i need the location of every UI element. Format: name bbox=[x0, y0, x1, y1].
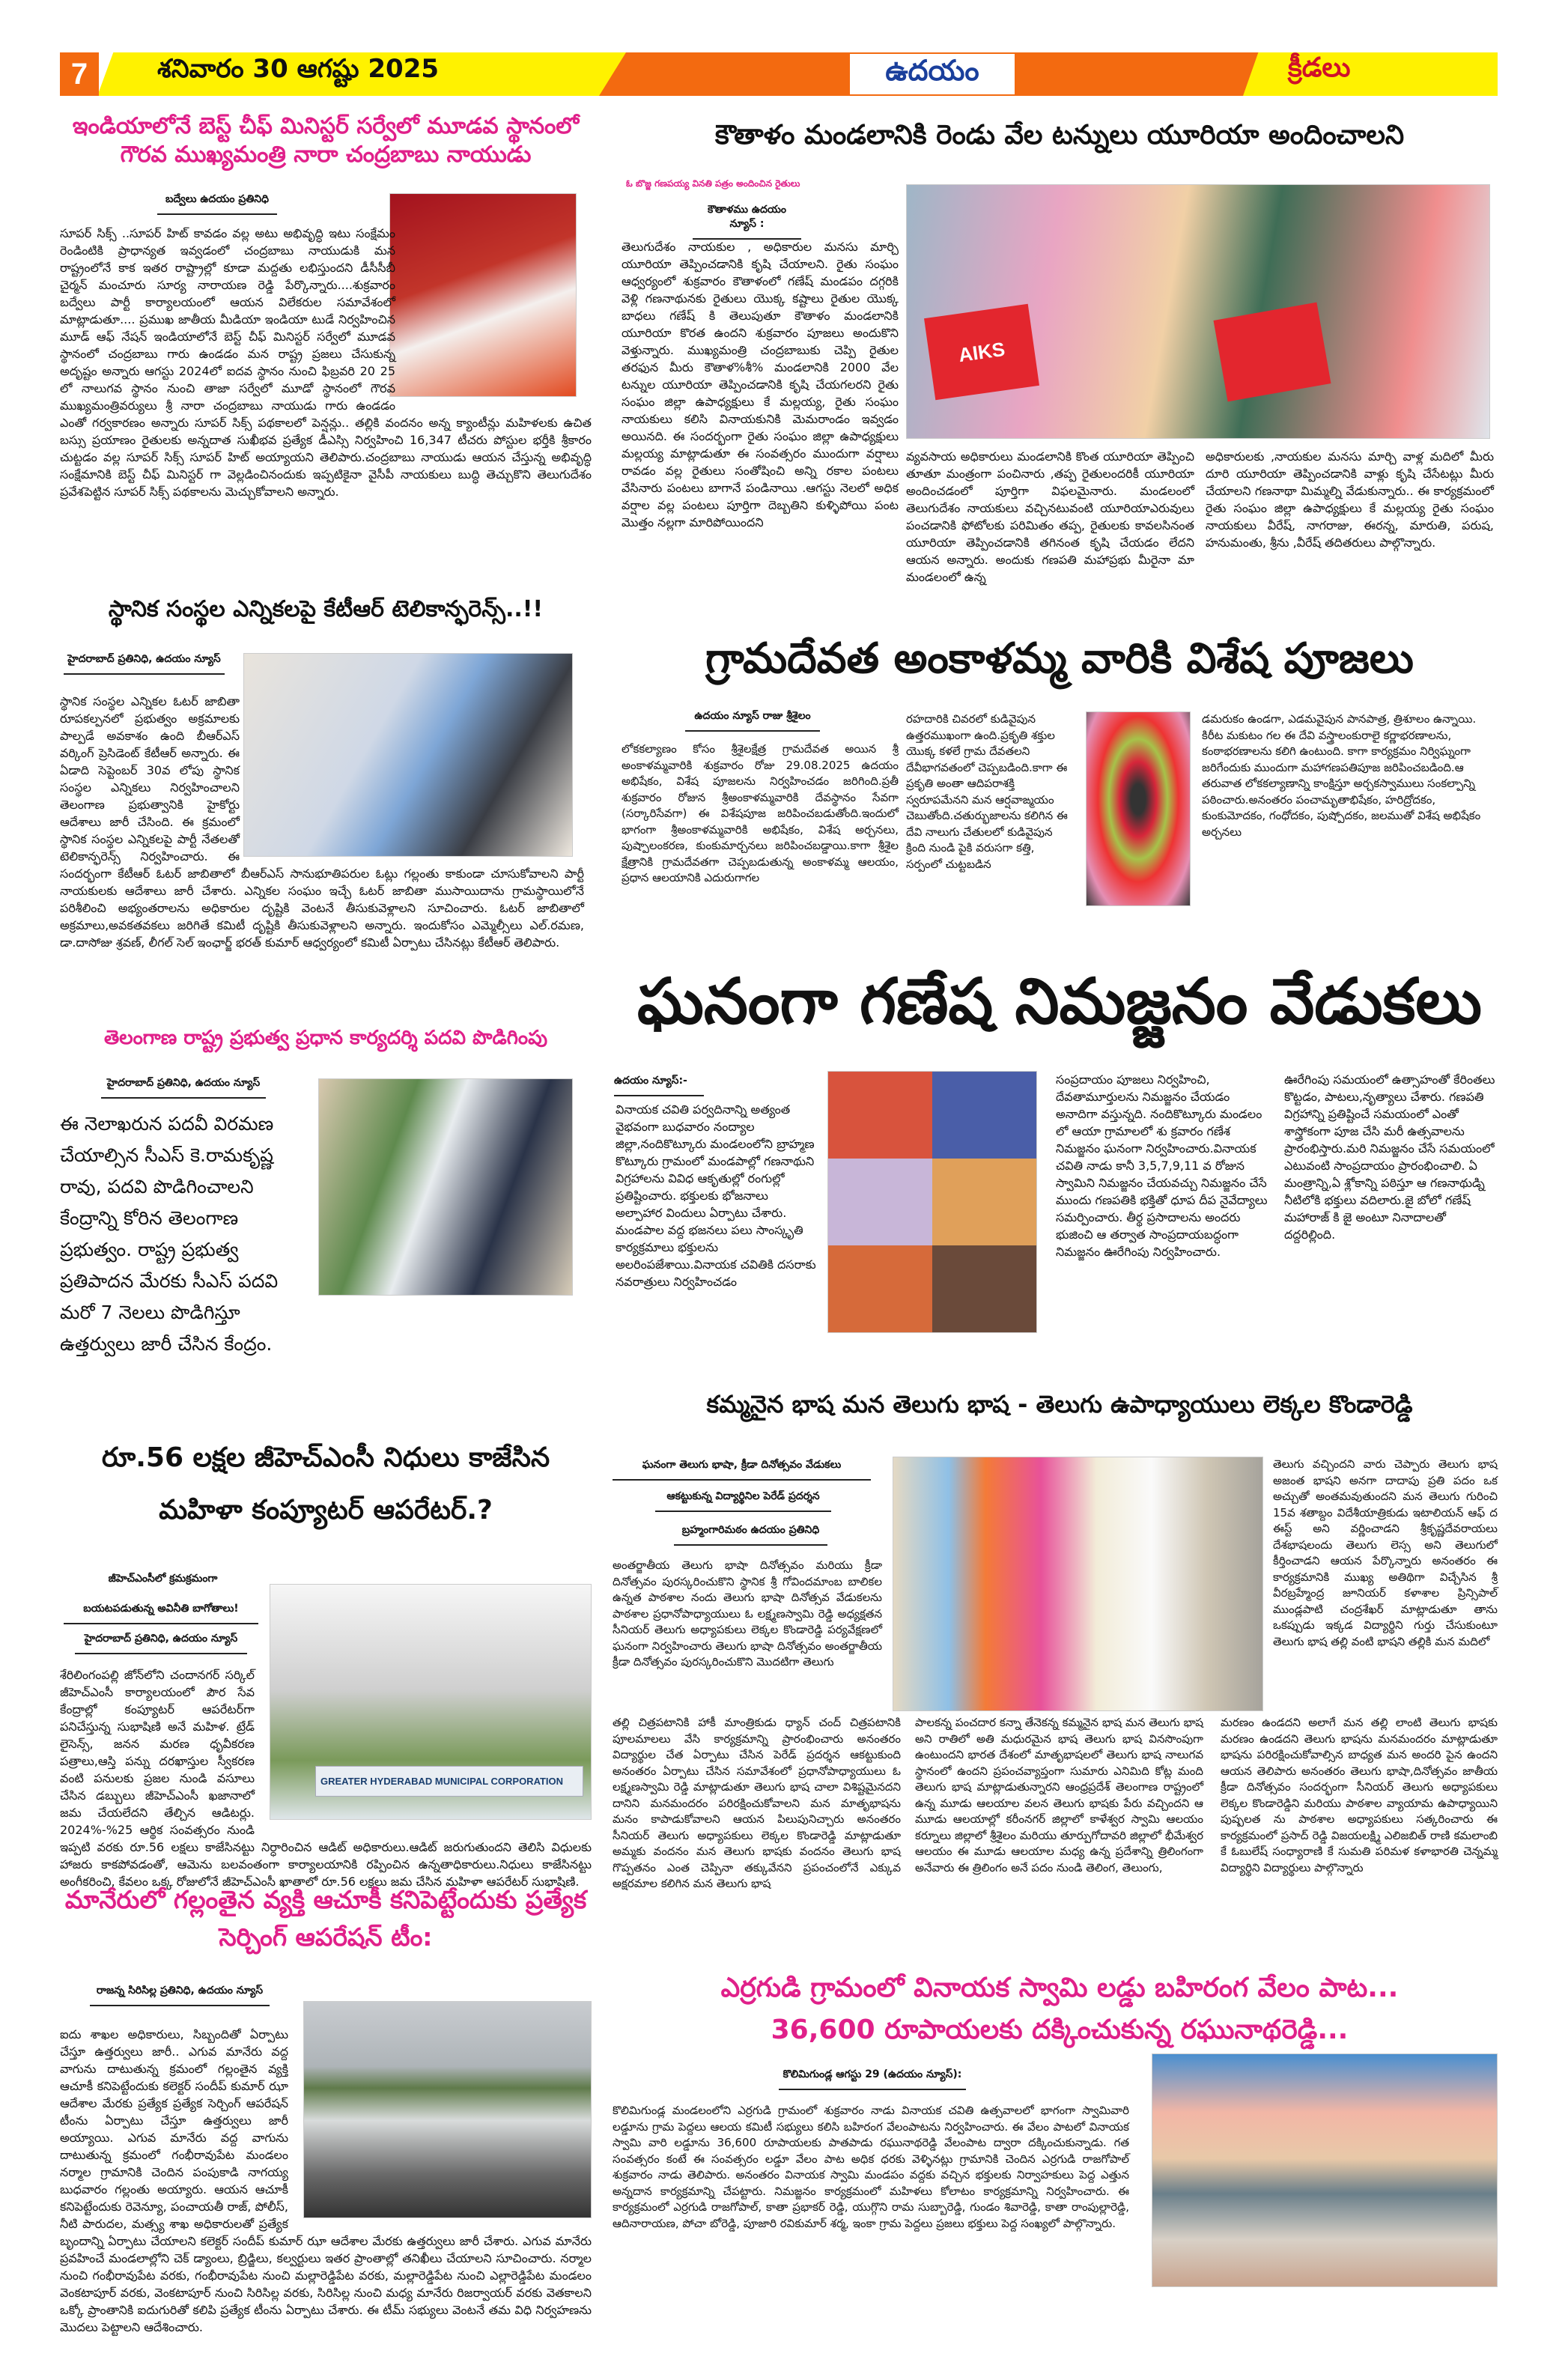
telugu-day-byline: బ్రహ్మంగారిమఠం ఉదయం ప్రతినిధి bbox=[674, 1524, 827, 1546]
cs-body: ఈ నెలాఖరున పదవీ విరమణ చేయాల్సిన సీఎస్ కె.రామకృష్ణ రావు, పదవి పొడిగించాలని కేంద్రాన్ని కోరిన తెలంగాణ ప్రభుత్వం. రాష్ట్ర ప్రభుత్వ ప్రతిపాదన మేరకు సీఎస్ పదవి మరో 7 నెలలు పొడిగిస్తూ ఉత్తర్వులు జారీ చేసిన కేంద్రం. bbox=[60, 1113, 279, 1355]
ghmc-byline: హైదరాబాద్ ప్రతినిధి, ఉదయం న్యూస్ bbox=[75, 1633, 247, 1654]
telugu-day-headline: కమ్మనైన భాష మన తెలుగు భాష - తెలుగు ఉపాధ్యాయులు లెక్కల కొండారెడ్డి bbox=[706, 1390, 1413, 1418]
urea-col2: వ్యవసాయ అధికారులు మండలానికి కొంత యూరియా తెప్పించి తూతూ మంత్రంగా పంచినారు ,తప్ప రైతులందరికీ యూరియా అందించడంలో పూర్తిగా విఫలమైనారు. మండలంలో తెలుగుదేశం నాయకులు వచ్చినటువంటి యూరియాఎరువులు పంచడానికి ఫోటోలకు పరిమితం తప్ప, రైతులకు కావలసినంత యూరియా తెప్పించడానికి తగినంత కృషి చేయడం లేదని ఆయన అన్నారు. అందుకు గణపతి మహాప్రభు మీరైనా మా మండలంలో ఉన్న bbox=[906, 449, 1194, 584]
ankalamma-deity-photo bbox=[1086, 711, 1191, 906]
ankalamma-byline: ఉదయం న్యూస్ రాజు శ్రీశైలం bbox=[685, 710, 820, 732]
urea-subtitle: ఓ బొజ్జ గణపయ్య వినతి పత్రం అందించిన రైతులు bbox=[626, 178, 800, 189]
ankalamma-col1: లోకకల్యాణం కోసం శ్రీశైలక్షేత్ర గ్రామదేవత అయిన శ్రీ అంకాళమ్మవారికి శుక్రవారం రోజు 29.08.2025 ఉదయం అభిషేకం, విశేష పూజలను నిర్వహించడం జరిగింది.ప్రతీ శుక్రవారం రోజున శ్రీఅంకాళమ్మవారికి దేవస్థానం సేవగా (సర్కారిసేవగా) ఈ విశేషపూజ జరిపించబడుతోంది.ఇందులో భాగంగా శ్రీఅంకాళమ్మవారికి అభిషేకం, విశేష అర్చనలు, పుష్పాలంకరణ, కుంకుమార్చనలు జరిపించబడ్డాయి.కాగా శ్రీశైల క్షేత్రానికి గ్రామదేవతగా చెప్పబడుతున్న అంకాళమ్మ ఆలయం, ప్రధాన ఆలయానికి ఎదురుగాగల bbox=[622, 742, 899, 884]
telugu-day-teachers-photo bbox=[893, 1457, 1263, 1711]
laddu-byline: కొలిమిగుండ్ల ఆగస్టు 29 (ఉదయం న్యూస్): bbox=[779, 2068, 966, 2090]
telugu-day-col2: పాలకన్న పంచదార కన్నా తేనెకన్న కమ్మనైన భాష మన తెలుగు భాష అని రాతిలో అతి మధురమైన భాష తెలుగు భాష వినసొంపుగా ఉంటుందని భారత దేశంలో మాతృభాషలలో తెలుగు భాష నాలుగవ స్థానంలో ఉందని ప్రపంచవ్యాప్తంగా సుమారు ఎనిమిది కోట్ల మంది తెలుగు భాష మాట్లాడుతున్నారని ఆంధ్రప్రదేశ్ తెలంగాణ రాష్ట్రంలో ఉన్న మూడు ఆలయాల వలన తెలుగు భాషకు పేరు వచ్చిందని ఆ మూడు ఆలయాల్లో కరీంనగర్ జిల్లాలో కాళేశ్వర స్వామి ఆలయం కర్నూలు జిల్లాలో శ్రీశైలం మరియు తూర్పుగోదావరి జిల్లాలో భీమేశ్వర ఆలయం ఈ మూడు ఆలయాల మధ్య ఉన్న ప్రదేశాన్ని త్రిలింగంగా అనేవారు ఈ త్రిలింగం అనే పదం నుండి తెలింగ, తెలుంగు, bbox=[915, 1716, 1203, 1874]
farmers-ganesh-photo bbox=[906, 184, 1490, 439]
ganesh-col3: ఊరేగింపు సమయంలో ఉత్సాహంతో కేరింతలు కొట్టడం, పాటలు,నృత్యాలు చేశారు. గణపతి విగ్రహాన్ని ప్రతిష్టించే సమయంలో ఎంతో శాస్త్రోకంగా పూజ చేసి మరీ ఉత్సవాలను ప్రారంభిస్తారు.మరి నిమజ్జనం చేసే సమయంలో ఎటువంటి సాంప్రదాయం ప్రారంభించాలి. ఏ మంత్రాన్ని,ఏ శ్లోకాన్ని పఠిస్తూ ఆ గణనాథుడ్ని నీటిలోకి భక్తులు వదిలారు.జై బోలో గణేష్ మహారాజ్ కి జై అంటూ నినాదాలతో దద్దరిల్లింది. bbox=[1284, 1072, 1495, 1242]
ghmc-body: శేరిలింగంపల్లి జోన్‌లోని చందానగర్ సర్కిల్ జీహెచ్ఎంసీ కార్యాలయంలో పౌర సేవ కేంద్రాల్లో కంప్యూటర్ ఆపరేటర్‌గా పనిచేస్తున్న సుభాషిణి అనే మహిళ. ట్రేడ్ లైసెన్స్, జనన మరణ ధృవీకరణ పత్రాలు,ఆస్తి పన్ను దరఖాస్తుల స్వీకరణ వంటి పనులకు ప్రజల నుండి వసూలు చేసిన డబ్బులు జీహెచ్ఎంసీ ఖజానాలో జమ చేయలేదని తేల్చిన ఆడిటర్లు. 2024%-%25 ఆర్థిక సంవత్సరం నుండి ఇప్పటి వరకు రూ.56 లక్షలు కాజేసినట్టు నిర్ధారించిన ఆడిట్ అధికారులు.ఆడిట్ జరుగుతుందని తెలిసి విధులకు హాజరు కాకపోవడంతో, ఆమెను బలవంతంగా కార్యాలయానికి రప్పించిన ఉన్నతాధికారులు.నిధులు కాజేసినట్టు అంగీకరించి, కేవలం ఒక్క రోజులోనే జీహెచ్ఎంసీ ఖాతాలో రూ.56 లక్షలు జమ చేసిన మహిళా ఆపరేటర్ సుభాషిణి. bbox=[60, 1668, 592, 1889]
aiks-flag-2 bbox=[1214, 303, 1331, 402]
page-number: 7 bbox=[60, 52, 99, 96]
cs-headline: తెలంగాణ రాష్ట్ర ప్రభుత్వ ప్రధాన కార్యదర్శి పదవి పొడిగింపు bbox=[103, 1027, 548, 1049]
telugu-day-subhead: ఘనంగా తెలుగు భాషా, క్రీడా దినోత్సవం వేడుకలు bbox=[613, 1459, 871, 1481]
telugu-day-col-top-left: అంతర్జాతీయ తెలుగు భాషా దినోత్సవం మరియు క్రీడా దినోత్సవం పురస్కరించుకొని స్థానిక శ్రీ గోవిందమాంబ బాలికల ఉన్నత పాఠశాల నందు తెలుగు భాషా దినోత్సవ వేడుకలను పాఠశాల ప్రధానోపాధ్యాయులు ఓ లక్ష్మణస్వామి రెడ్డి అధ్యక్షతన సీనియర్ తెలుగు అధ్యాపకులు లెక్కల కొండారెడ్డి పర్యవేక్షణలో ఘనంగా నిర్వహించారు తెలుగు భాషా దినోత్సవం అంతర్జాతీయ క్రీడా దినోత్సవం పురస్కరించుకొని మొదటిగా తెలుగు bbox=[613, 1558, 882, 1669]
urea-col1: తెలుగుదేశం నాయకుల , అధికారుల మనసు మార్చి యూరియా తెప్పించడానికి కృషి చేయాలని. రైతు సంఘం ఆధ్వర్యంలో శుక్రవారం కౌతాళంలో గణేష్ మండపం దగ్గరికి వెళ్లి గణనాథునకు రైతులు యొక్క కష్టాలు రైతుల యొక్క బాధలు గణేష్ కి తెలుపుతూ కౌతాళం మండలానికి యూరియా కొరత ఉందని శుక్రవారం పూజలు అందుకొని వెళ్తున్నారు. ముఖ్యమంత్రి చంద్రబాబుకు చెప్పి రైతుల తరఫున మీరు కౌతాళ%శీ% మండలానికి 2000 వేల టన్నుల యూరియా తెప్పించడానికి కృషి చేయగలరని రైతు సంఘం జిల్లా ఉపాధ్యక్షులు కే మల్లయ్య, రైతు సంఘం నాయకులు కలిసి వినాయకునికి మెమరాండం ఇవ్వడం అయినది. ఈ సందర్భంగా రైతు సంఘం జిల్లా ఉపాధ్యక్షులు మల్లయ్య మాట్లాడుతూ ఈ సంవత్సరం ముందుగా వర్షాలు రావడం వల్ల రైతులు సంతోషించి అన్ని రకాల పంటలు వేసినారు పంటలు బాగానే పండినాయి .ఆగస్టు నెలలో అధిక వర్షాల వల్ల పంటలు పూర్తిగా దెబ్బతిని కుళ్ళిపోయి పంట మొత్తం నల్లగా మారిపోయిందని bbox=[622, 240, 899, 529]
telugu-day-subhead-2: ఆకట్టుకున్న విద్యార్థినిల పెరేడ్ ప్రదర్శన bbox=[655, 1490, 831, 1512]
maneru-body: ఐదు శాఖల అధికారులు, సిబ్బందితో ఏర్పాటు చేస్తూ ఉత్తర్వులు జారీ.. ఎగువ మానేరు వద్ద వాగును దాటుతున్న క్రమంలో గల్లంతైన వ్యక్తి ఆచూకీ కనిపెట్టేందుకు కలెక్టర్ సందీప్ కుమార్ ఝా ఆదేశాల మేరకు ప్రత్యేక ప్రత్యేక సెర్చింగ్ ఆపరేషన్ టీంను ఏర్పాటు చేస్తూ ఉత్తర్వులు జారీ అయ్యాయి. ఎగువ మానేరు వద్ద వాగును దాటుతున్న క్రమంలో గంభీరావుపేట మండలం నర్మాల గ్రామానికి చెందిన పంపుకాడి నాగయ్య బుధవారం గల్లంతు అయ్యారు. ఆయన ఆచూకీ కనిపెట్టేందుకు రెవెన్యూ, పంచాయతీ రాజ్, పోలీస్, నీటి పారుదల, మత్స్య శాఖ అధికారులతో ప్రత్యేక బృందాన్ని ఏర్పాటు చేయాలని కలెక్టర్ సందీప్ కుమార్ ఝా ఆదేశాల మేరకు ఉత్తర్వులు జారీ చేశారు. ఎగువ మానేరు ప్రవహించే మండలాల్లోని చెక్ డ్యాంలు, బ్రిడ్జిలు, కల్వర్టులు ఇతర ప్రాంతాల్లో తనిఖీలు చేయాలని సూచించారు. నర్మాల నుంచి గంభీరావుపేట వరకు, గంభీరావుపేట నుంచి మల్లారెడ్డిపేట వరకు, మల్లారెడ్డిపేట నుంచి ఎల్లారెడ్డిపేట మండలం వెంకటాపూర్ వరకు, వెంకటాపూర్ నుంచి సిరిసిల్ల వరకు, సిరిసిల్ల నుంచి మధ్య మానేరు రిజర్వాయర్ వరకు వెతకాలని ఒక్కో ప్రాంతానికి ఐదుగురితో కలిపి ప్రత్యేక టీంను ఏర్పాటు చేశారు. ఈ టీమ్ సభ్యులు వెంటనే తమ విధి నిర్వహణను మొదలు పెట్టాలని ఆదేశించారు. bbox=[60, 2027, 592, 2334]
ankalamma-col2: రహదారికి చివరలో కుడివైపున ఉత్తరముఖంగా ఉంది.ప్రకృతి శక్తుల యొక్క కళలే గ్రామ దేవతలని దేవీభాగవతంలో చెప్పబడింది.కాగా ఈ ప్రకృతి అంతా ఆదిపరాశక్తి స్వరూపమేనని మన ఆర్షవాఙ్మయం చెబుతోంది.చతుర్భుజాలను కలిగిన ఈ దేవి నాలుగు చేతులలో కుడివైపున క్రింది నుండి పైకి వరుసగా కత్తి, సర్పంలో చుట్టబడిన bbox=[906, 712, 1068, 871]
laddu-headline-2: 36,600 రూపాయలకు దక్కించుకున్న రఘునాథరెడ్డి... bbox=[771, 2015, 1349, 2045]
telugu-day-col1: తల్లి చిత్రపటానికి హాకీ మాంత్రికుడు ధ్యాన్ చంద్ చిత్రపటానికి పూలమాలలు వేసి కార్యక్రమాన్ని ప్రారంభించారు అనంతరం విద్యార్థుల చేత ఏర్పాటు చేసిన పెరేడ్ ప్రదర్శన ఆకట్టుకుంది అనంతరం ఏర్పాటు చేసిన సమావేశంలో ప్రధానోపాధ్యాయులు ఓ లక్ష్మణస్వామి రెడ్డి మాట్లాడుతూ తెలుగు భాష చాలా విశిష్టమైనదని దానిని మనమందరం పరిరక్షించుకోవాలని మన మాతృభాషను మనం కాపాడుకోవాలని ఆయన పిలుపునిచ్చారు అనంతరం సీనియర్ తెలుగు అధ్యాపకులు లెక్కల కొండారెడ్డి మాట్లాడుతూ అమ్మకు వందనం మన తెలుగు భాషకు వందనం తెలుగు భాష గొప్పతనం ఎంత చెప్పినా తక్కువేనని ప్రపంచంలోనే ఎక్కువ అక్షరమాల కలిగిన మన తెలుగు భాష bbox=[613, 1716, 901, 1890]
ghmc-sign: GREATER HYDERABAD MUNICIPAL CORPORATION bbox=[315, 1766, 583, 1797]
cm-survey-byline: బద్వేలు ఉదయం ప్రతినిధి bbox=[157, 193, 277, 215]
ganesh-col1: వినాయక చవితి పర్వదినాన్ని అత్యంత వైభవంగా బుధవారం నంద్యాల జిల్లా,నందికొట్కూరు మండలంలోని బ్రాహ్మణ కొట్కూరు గ్రామంలో మండపాల్లో గణనాథుని విగ్రహాలను వివిధ ఆకృతుల్లో రంగుల్లో ప్రతిష్టించారు. భక్తులకు భోజనాలు అల్పాహార విందులు ఏర్పాటు చేశారు. మండపాల వద్ద భజనలు పలు సాంస్కృతి కార్యక్రమాలు భక్తులను అలరింపజేశాయి.వినాయక చవితికి దసరాకు నవరాత్రులు నిర్వహించడం bbox=[616, 1102, 816, 1289]
cm-survey-headline: ఇండియాలోనే బెస్ట్ చీఫ్ మినిస్టర్ సర్వేలో మూడవ స్థానంలో గౌరవ ముఖ్యమంత్రి నారా చంద్రబాబు నాయుడు bbox=[72, 113, 580, 168]
urea-byline: కౌతాళము ఉదయం న్యూస్ : bbox=[693, 204, 801, 240]
ghmc-subhead: జీహెచ్ఎంసీలో క్రమక్రమంగా bbox=[108, 1573, 218, 1585]
header-band-right bbox=[1243, 52, 1498, 96]
telugu-day-col3: మరణం ఉండదని అలాగే మన తల్లి లాంటి తెలుగు భాషకు మరణం ఉండదని తెలుగు భాషను మనమందరం మాట్లాడుతూ భాషను పరిరక్షించుకోవాల్సిన బాధ్యత మన అందరి పైన ఉందని ఆయన తెలిపారు అనంతరం తెలుగు భాషా,దినోత్సవం జాతీయ క్రీడా దినోత్సవం సందర్భంగా సీనియర్ తెలుగు అధ్యాపకులు లెక్కల కొండారెడ్డిని మరియు పాఠశాల వ్యాయామ ఉపాధ్యాయిని పుష్పలత ను పాఠశాల అధ్యాపకులు సత్కరించారు ఈ కార్యక్రమంలో ప్రసాద్ రెడ్డి విజయలక్ష్మి ఎలిజబిత్ రాణి కమలాంబి కే ఓబులేష్ సంధ్యారాణి కే సుమతి పరిమళ కళాభారతి చెన్నమ్మ విద్యార్థిని విద్యార్థులు పాల్గొన్నారు bbox=[1221, 1716, 1498, 1874]
aiks-flag: AIKS bbox=[924, 304, 1039, 400]
cs-byline: హైదరాబాద్ ప్రతినిధి, ఉదయం న్యూస్ bbox=[101, 1077, 266, 1099]
ankalamma-headline: గ్రామదేవత అంకాళమ్మ వారికి విశేష పూజలు bbox=[705, 634, 1414, 683]
ganesh-col2: సంప్రదాయం పూజలు నిర్వహించి, దేవతామూర్తులను నిమజ్జనం చేయడం అనాదిగా వస్తున్నది. నందికొట్కూరు మండలం లో ఆయా గ్రామాలలో శు క్రవారం గణేశ నిమజ్జనం ఘనంగా నిర్వహించారు.వినాయక చవితి నాడు కానీ 3,5,7,9,11 వ రోజున స్వామిని నిమజ్జనం చేయవచ్చు నిమజ్జనం చేసే ముందు గణపతికి భక్తితో ధూప దీప నైవేద్యాలు సమర్పించారు. తీర్థ ప్రసాదాలను అందరు భుజించి ఆ తర్వాత సాంప్రదాయబద్ధంగా నిమజ్జనం ఊరేగింపు నిర్వహించారు. bbox=[1056, 1072, 1268, 1259]
laddu-headline: ఎర్రగుడి గ్రామంలో వినాయక స్వామి లడ్డు బహిరంగ వేలం పాట... bbox=[720, 1973, 1399, 2003]
ktr-body: స్థానిక సంస్థల ఎన్నికల ఓటర్ జాబితా రూపకల్పనలో ప్రభుత్వం అక్రమాలకు పాల్పడే అవకాశం ఉంది బీఆర్ఎస్ వర్కింగ్ ప్రెసిడెంట్ కేటీఆర్ అన్నారు. ఈ ఏడాది సెప్టెంబర్ 30వ లోపు స్థానిక సంస్థల ఎన్నికలు నిర్వహించాలని తెలంగాణ ప్రభుత్వానికి హైకోర్టు ఆదేశాలు జారీ చేసింది. ఈ క్రమంలో స్థానిక సంస్థల ఎన్నికలపై పార్టీ నేతలతో టెలికాన్ఫరెన్స్ నిర్వహించారు. ఈ సందర్భంగా కేటీఆర్ ఓటర్ జాబితాలో బీఆర్ఎస్ సానుభూతిపరుల ఓట్లు గల్లంతు కాకుండా చూసుకోవాలని పార్టీ నాయకులకు ఆదేశాలు జారీ చేశారు. ఎన్నికల సంఘం ఇచ్చే ఓటర్ జాబితా ముసాయిదాను గ్రామస్థాయిలోనే పరిశీలించి అభ్యంతరాలను అధికారుల దృష్టికి వెంటనే తీసుకువెళ్లాలని సూచించారు. ఓటర్ జాబితాలో అక్రమాలు,అవకతవకలు జరిగితే కమిటీ దృష్టికి తీసుకువెళ్లాలని అన్నారు. ఇందుకోసం ఎమ్మెల్సీలు ఎల్.రమణ, డా.దాసోజు శ్రవణ్, లీగల్ సెల్ ఇంఛార్జ్ భరత్ కుమార్ ఆధ్వర్యంలో కమిటీ ఏర్పాటు చేసినట్లు కేటీఆర్ తెలిపారు. bbox=[60, 694, 584, 950]
cm-survey-body: సూపర్ సిక్స్ ..సూపర్ హిట్ కావడం వల్ల అటు అభివృద్ధి ఇటు సంక్షేమం రెండింటికి ప్రాధాన్యత ఇవ్వడంలో చంద్రబాబు నాయుడుకి మన రాష్ట్రంలోనే కాక ఇతర రాష్ట్రాల్లో కూడా మద్దతు లభిస్తుందని డీసీసీబీ చైర్మన్ మంచూరు సూర్య నారాయణ రెడ్డి పేర్కొన్నారు....శుక్రవారం బద్వేలు పార్టీ కార్యాలయంలో ఆయన విలేకరుల సమావేశంలో మాట్లాడుతూ.... ప్రముఖ జాతీయ మీడియా ఇండియా టుడే నిర్వహించిన మూడ్ ఆఫ్ నేషన్ ఇండియాలోనే బెస్ట్ చీఫ్ మినిస్టర్ సర్వేలో మూడవ స్థానంలో చంద్రబాబు గారు ఉండడం మన రాష్ట్ర ప్రజలు చేసుకున్న అదృష్టం అన్నారు ఆగస్టు 2024లో ఐదవ స్థానం నుంచి ఫిబ్రవరి 20 25 లో నాలుగవ స్థానం నుంచి తాజా సర్వేలో మూడో స్థానంలో గౌరవ ముఖ్యమంత్రివర్యులు శ్రీ నారా చంద్రబాబు నాయుడు గారు ఉండడం ఎంతో గర్వకారణం అన్నారు సూపర్ సిక్స్ పథకాలలో పెన్షన్లు.. తల్లికి వందనం అన్న క్యాంటీన్లు మహిళలకు ఉచిత బస్సు ప్రయాణం రైతులకు అన్నదాత సుఖీభవ ప్రత్యేక డీఎస్సి నిర్వహించి 16,347 టీచరు పోస్టుల భర్తీకి శ్రీకారం చుట్టడం వల్ల సూపర్ సిక్స్ సూపర్ హిట్ అయ్యాయని తెలిపారు.చంద్రబాబు నాయుడు ఆయన చేస్తున్న అభివృద్ధి సంక్షేమానికి బెస్ట్ చీఫ్ మినిస్టర్ గా వెల్లడించినందుకు ఇప్పటికైనా వైసీపీ నాయకులు బుద్ధి తెచ్చుకొని తెలుగుదేశం ప్రవేశపెట్టిన సూపర్ సిక్స్ పథకాలను మెచ్చుకోవాలని అన్నారు. bbox=[60, 226, 592, 499]
section-name: క్రీడలు bbox=[1288, 52, 1351, 83]
urea-col3: అధికారులకు ,నాయకుల మనసు మార్చి వాళ్ల మదిలో మీరు దూరి యూరియా తెప్పించడానికి వాళ్లు కృషి చేసేటట్లు మీరు చేయాలని గణనాథా మిమ్మల్ని వేడుకున్నారు.. ఈ కార్యక్రమంలో రైతు సంఘం జిల్లా ఉపాధ్యక్షులు కే మల్లయ్య రైతు సంఘం నాయకులు వీరేష్, నాగరాజు, ఈరన్న, మారుతి, పరుష, హనుమంతు, శ్రీను ,వీరేష్ తదితరులు పాల్గొన్నారు. bbox=[1206, 449, 1494, 550]
laddu-body: కొలిమిగుండ్ల మండలంలోని ఎర్రగుడి గ్రామంలో శుక్రవారం నాడు వినాయక చవితి ఉత్సవాలలో భాగంగా స్వామివారి లడ్డూను గ్రామ పెద్దలు ఆలయ కమిటీ సభ్యులు కలిసి బహిరంగ వేలంపాటను నిర్వహించారు. ఈ వేలం పాటలో వినాయక స్వామి వారి లడ్డూను 36,600 రూపాయలకు పాతపాడు రఘునాథరెడ్డి వేలంపాట ద్వారా దక్కించుకున్నాడు. గత సంవత్సరం కంటే ఈ సంవత్సరం లడ్డూ వేలం పాట అధిక ధరకు వెళ్ళినట్లు గ్రామానికి చెందిన ఎర్రగుడి రాజగోపాల్ శుక్రవారం నాడు తెలిపారు. అనంతరం వినాయక స్వామి మండపం వద్దకు వచ్చిన భక్తులకు నిర్వాహకులు పెద్ద ఎత్తున అన్నదాన కార్యక్రమాన్ని చేపట్టారు. నిమజ్జనం కార్యక్రమంలో మహిళలు కోలాటం కార్యక్రమాన్ని నిర్వహించారు. ఈ కార్యక్రమంలో ఎర్రగుడి రాజగోపాల్, కాతా ప్రభాకర్ రెడ్డి, యుగ్గొని రామ సుబ్బారెడ్డి, గుండం శివారెడ్డి, కాతా రాంపుల్లారెడ్డి, ఆదినారాయణ, పోచా బోరెడ్డి, పూజారి రవికుమార్ శర్మ, ఇంకా గ్రామ పెద్దలు ప్రజలు భక్తులు పెద్ద సంఖ్యలో పాల్గొన్నారు. bbox=[613, 2104, 1129, 2230]
urea-headline: కౌతాళం మండలానికి రెండు వేల టన్నులు యూరియా అందించాలని bbox=[714, 120, 1405, 151]
telugu-day-col-top-right: తెలుగు వచ్చిందని వారు చెప్పారు తెలుగు భాష అజంత భాషని అనగా దాదాపు ప్రతి పదం ఒక అచ్చుతో అంతమవుతుందని మన తెలుగు గురించి 15వ శతాబ్దం విదేశీయాత్రికుడు ఇటాలియన్ ఆఫ్ ద ఈస్ట్ అని వర్ణించాడని శ్రీకృష్ణదేవరాయలు దేశభాషలందు తెలుగు లెస్స అని తెలుగులో కీర్తించాడని ఆయన పేర్కొన్నారు అనంతరం ఈ కార్యక్రమానికి ముఖ్య అతిథిగా విచ్చేసిన శ్రీ వీరబ్రహ్మేంద్ర జూనియర్ కళాశాల ప్రిన్సిపాల్ ముండ్లపాటి చంద్రశేఖర్ మాట్లాడుతూ తాను ఒకప్పుడు ఇక్కడ విద్యార్థిని గుర్తు చేసుకుంటూ తెలుగు భాష తల్లి వంటి భాషని తల్లికి మన మదిలో bbox=[1273, 1457, 1498, 1648]
newspaper-logo: ఉదయం bbox=[850, 54, 1015, 94]
maneru-byline: రాజన్న సిరిసిల్ల ప్రతినిధి, ఉదయం న్యూస్ bbox=[90, 1985, 270, 2006]
ghmc-headline: రూ.56 లక్షల జీహెచ్ఎంసీ నిధులు కాజేసిన మహిళా కంప్యూటర్ ఆపరేటర్.? bbox=[101, 1442, 550, 1525]
ghmc-subhead-2: బయటపడుతున్న అవినీతి బాగోతాలు! bbox=[64, 1603, 258, 1624]
ankalamma-col3: డమరుకం ఉండగా, ఎడమవైపున పానపాత్ర, త్రిశూలం ఉన్నాయి. కిరీట మకుటం గల ఈ దేవి వస్త్రాలంకురాలై కర్ణాభరణాలను, కంఠాభరణాలను కలిగి ఉంటుంది. కాగా కార్యక్రమం నిర్విఘ్నంగా జరిగేందుకు ముందుగా మహాగణపతిపూజ జరిపించబడింది.ఆ తరువాత లోకకల్యాణాన్ని కాంక్షిస్తూ అర్చకస్వాములు సంకల్పాన్ని పఠించారు.అనంతరం పంచామృతాభిషేకం, హరిద్రోదకం, కుంకుమోదకం, గంధోదకం, పుష్పోదకం, జలముతో విశేష అభిషేకం అర్చనలు bbox=[1202, 712, 1481, 839]
maneru-headline: మానేరులో గల్లంతైన వ్యక్తి ఆచూకీ కనిపెట్టేందుకు ప్రత్యేక సెర్చింగ్ ఆపరేషన్ టీం: bbox=[64, 1885, 587, 1952]
ktr-byline: హైదరాబాద్ ప్రతినిధి, ఉదయం న్యూస్ bbox=[64, 653, 225, 675]
edition-date: శనివారం 30 ఆగష్టు 2025 bbox=[157, 54, 440, 84]
laddu-auction-photo bbox=[1152, 2053, 1498, 2287]
cs-ramakrishna-rao-photo bbox=[318, 1078, 573, 1296]
ganesh-headline: ఘనంగా గణేష నిమజ్జనం వేడుకలు bbox=[637, 965, 1482, 1038]
ktr-headline: స్థానిక సంస్థల ఎన్నికలపై కేటీఆర్ టెలికాన్ఫరెన్స్..!! bbox=[108, 596, 544, 622]
ganesh-byline: ఉదయం న్యూస్:- bbox=[614, 1075, 704, 1096]
ganesh-collage-photo bbox=[827, 1071, 1037, 1333]
